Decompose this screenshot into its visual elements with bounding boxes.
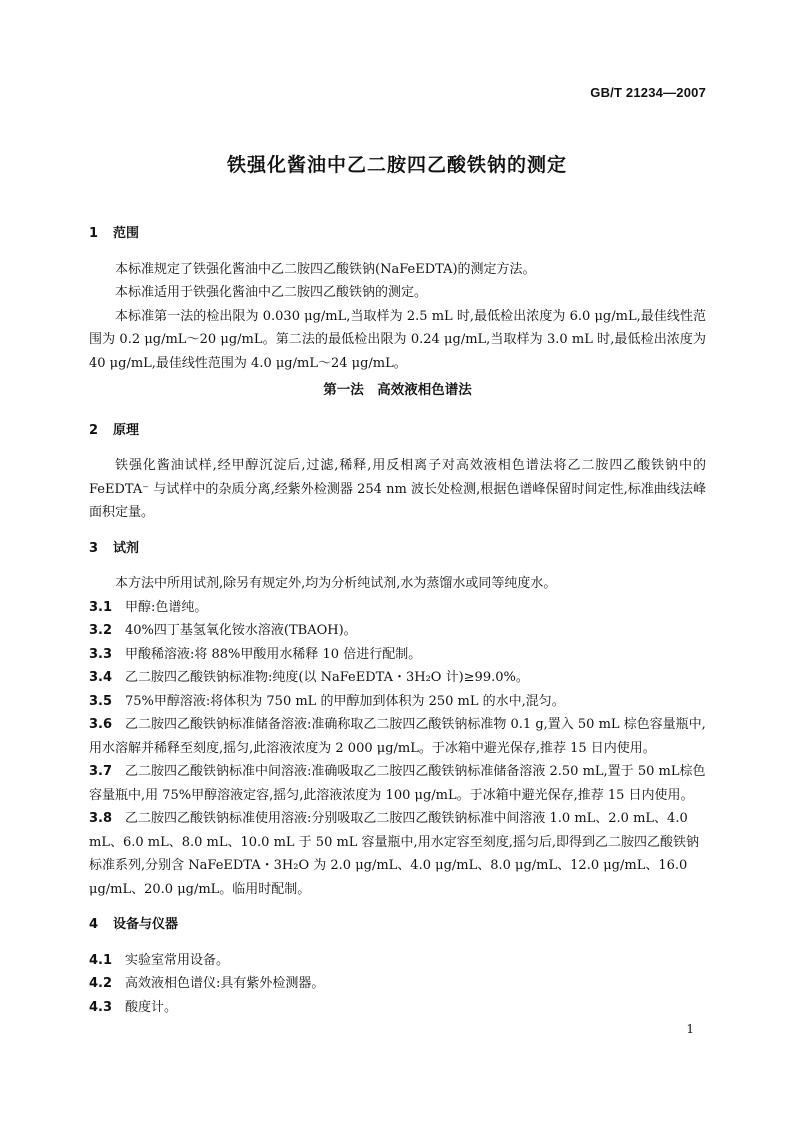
spacer [89, 407, 706, 419]
paragraph: 本标准适用于铁强化酱油中乙二胺四乙酸铁钠的测定。 [115, 285, 428, 300]
item-text: 高效液相色谱仪:具有紫外检测器。 [125, 976, 325, 991]
item-number: 3.4 [89, 670, 113, 685]
standard-code: GB/T 21234—2007 [590, 85, 706, 100]
spacer [89, 246, 706, 258]
page-number: 1 [686, 1022, 694, 1036]
item-text: 甲醇:色谱纯。 [125, 599, 208, 615]
item-text: 酸度计。 [125, 999, 178, 1015]
item-text: 40%四丁基氢氧化铵水溶液(TBAOH)。 [125, 623, 357, 638]
item-text: 实验室常用设备。 [125, 952, 230, 968]
spacer [89, 442, 706, 454]
item-text: 乙二胺四乙酸铁钠标准使用溶液:分别吸取乙二胺四乙酸铁钠标准中间溶液 1.0 mL、2.0 mL、4.0 mL、6.0 mL、8.0 mL、10.0 mL 于 50 mL 容量瓶中,用水定容至刻度,摇匀后,即得到乙二胺四乙酸铁钠标准系列,分别含 NaFeEDTA・3H₂O 为 2.0 μg/mL、4.0 μg/mL、8.0 μg/mL、12.0 μg/mL、16.0 μg/mL、20.0 μg/mL。临用时配制。 [89, 811, 699, 897]
list-item [89, 949, 706, 973]
item-number: 3.5 [89, 693, 113, 709]
item-text: 75%甲醇溶液:将体积为 750 mL 的甲醇加到体积为 250 mL 的水中,混匀。 [125, 693, 565, 709]
item-number: 3.1 [89, 599, 113, 615]
paragraph: 铁强化酱油试样,经甲醇沉淀后,过滤,稀释,用反相离子对高效液相色谱法将乙二胺四乙酸铁钠中的 FeEDTA⁻ 与试样中的杂质分离,经紫外检测器 254 nm 波长处检测,根据色谱峰保留时间定性,标准曲线法峰面积定量。 [89, 458, 706, 520]
list-item [89, 619, 706, 643]
item-number: 3.3 [89, 646, 113, 662]
list-item [89, 666, 706, 690]
item-number: 4.1 [89, 952, 113, 968]
list-item [89, 690, 706, 714]
paragraph: 本标准第一法的检出限为 0.030 μg/mL,当取样为 2.5 mL 时,最低检出浓度为 6.0 μg/mL,最佳线性范围为 0.2 μg/mL～20 μg/mL。第二法的最低检出限为 0.24 μg/mL,当取样为 3.0 mL 时,最低检出浓度为 40 μg/mL,最佳线性范围为 4.0 μg/mL～24 μg/mL。 [89, 308, 706, 371]
list-item [89, 760, 706, 807]
section-number: 4 [89, 917, 99, 932]
list-item [89, 807, 706, 901]
section-title: 范围 [113, 226, 140, 241]
item-number: 3.7 [89, 764, 113, 779]
item-text: 乙二胺四乙酸铁钠标准物:纯度(以 NaFeEDTA・3H₂O 计)≥99.0%。 [125, 670, 529, 685]
list-item [89, 596, 706, 620]
paragraph: 本方法中所用试剂,除另有规定外,均为分析纯试剂,水为蒸馏水或同等纯度水。 [115, 576, 557, 591]
spacer [89, 560, 706, 572]
section-heading-principle [89, 419, 706, 443]
item-number: 4.2 [89, 976, 113, 991]
item-number: 3.8 [89, 811, 113, 826]
document-title: 铁强化酱油中乙二胺四乙酸铁钠的测定 [226, 154, 567, 176]
section-number: 2 [89, 422, 99, 438]
section-number: 3 [89, 540, 99, 556]
item-text: 乙二胺四乙酸铁钠标准中间溶液:准确吸取乙二胺四乙酸铁钠标准储备溶液 2.50 mL,置于 50 mL棕色容量瓶中,用 75%甲醇溶液定容,摇匀,此溶液浓度为 100 μg/mL。于冰箱中避光保存,推荐 15 日内使用。 [89, 764, 706, 803]
section-heading-scope [89, 222, 706, 246]
item-text: 乙二胺四乙酸铁钠标准储备溶液:准确称取乙二胺四乙酸铁钠标准物 0.1 g,置入 50 mL 棕色容量瓶中,用水溶解并稀释至刻度,摇匀,此溶液浓度为 2 000 μg/mL。于冰箱中避光保存,推荐 15 日内使用。 [89, 717, 706, 756]
section-heading-equipment [89, 913, 706, 937]
section-title: 设备与仪器 [113, 917, 179, 932]
spacer [89, 901, 706, 913]
item-number: 3.2 [89, 623, 113, 638]
list-item [89, 713, 706, 760]
item-text: 甲酸稀溶液:将 88%甲酸用水稀释 10 倍进行配制。 [125, 646, 422, 662]
spacer [89, 937, 706, 949]
section-title: 试剂 [113, 540, 140, 556]
section-title: 原理 [113, 422, 140, 438]
document-body [89, 222, 706, 1019]
spacer [89, 525, 706, 537]
item-number: 4.3 [89, 999, 113, 1015]
item-number: 3.6 [89, 717, 113, 732]
method-title: 第一法 高效液相色谱法 [323, 382, 472, 398]
list-item [89, 996, 706, 1020]
section-number: 1 [89, 226, 99, 241]
list-item [89, 643, 706, 667]
paragraph: 本标准规定了铁强化酱油中乙二胺四乙酸铁钠(NaFeEDTA)的测定方法。 [115, 261, 536, 277]
section-heading-reagents [89, 537, 706, 561]
list-item [89, 972, 706, 996]
